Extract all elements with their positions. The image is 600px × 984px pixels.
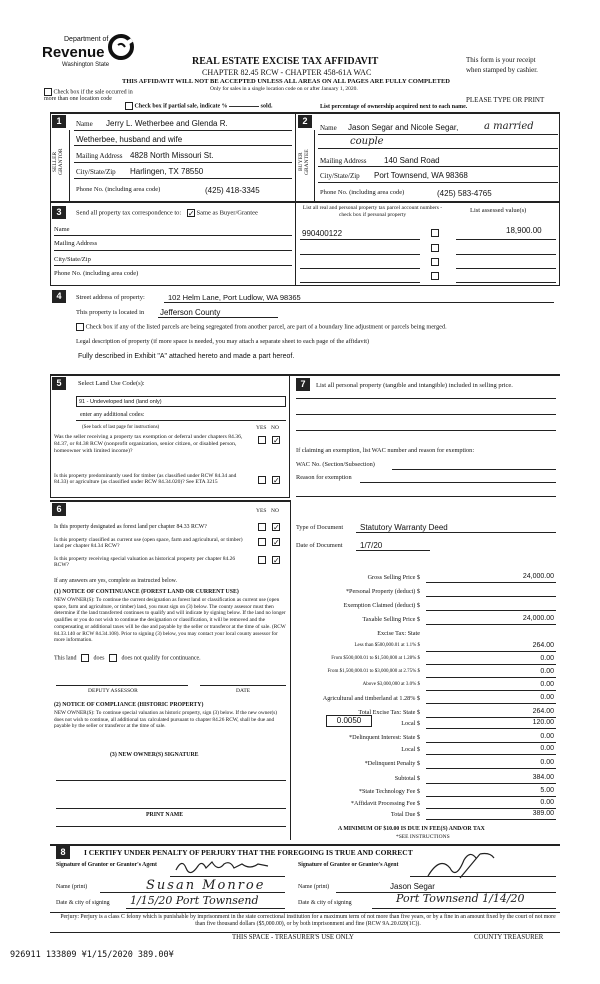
grantee-date-city[interactable]: Port Townsend 1/14/20 <box>396 892 525 905</box>
tax-row-value[interactable]: 0.00 <box>540 694 554 701</box>
local-rate-field[interactable] <box>326 715 372 727</box>
section1-number: 1 <box>52 115 66 128</box>
revenue-swirl-icon <box>108 34 134 60</box>
tax-row-label: Local $ <box>401 720 420 727</box>
tax-row-label: Less than $500,000.01 at 1.1% $ <box>354 643 420 648</box>
additional-codes-label: enter any additional codes: <box>80 412 145 418</box>
grantee-name-label: Name (print) <box>298 884 330 890</box>
partial-sale-label: Check box if partial sale, indicate % <box>134 103 228 110</box>
tax-row-value[interactable]: 0.00 <box>540 681 554 688</box>
this-land-label: This land <box>54 655 77 662</box>
tax-row-value[interactable]: 24,000.00 <box>522 573 554 580</box>
tax-row-value[interactable]: 24,000.00 <box>522 615 554 622</box>
parcel-header: List all real and personal property tax parcel account numbers - check box if personal property <box>302 205 443 218</box>
tax-row-label: *Personal Property (deduct) $ <box>345 588 420 595</box>
seller-mailing-label: Mailing Address <box>76 152 123 160</box>
sec6-q1-yes-checkbox[interactable] <box>258 523 266 531</box>
legal-label: Legal description of property (if more space is needed, you may attach a separate sheet to each page of the affidavit) <box>76 338 370 345</box>
seller-city-label: City/State/Zip <box>76 168 116 176</box>
perjury-statement: Perjury: Perjury is a class C felony which is punishable by imprisonment in the state correctional institution for a maximum term of not more than five years, or by a fine in an amount fixed by the court of not more than five thousand dollars ($5,000.00), or by both imprisonment and fine (RCW 9A.20.020(1C)). <box>60 914 556 927</box>
not-qualify-label: does not qualify for continuance. <box>121 655 201 662</box>
tax-row-value[interactable]: 0.00 <box>540 655 554 662</box>
sold-label: sold. <box>260 103 273 110</box>
segregated-checkbox[interactable] <box>76 323 84 331</box>
form-warning: THIS AFFIDAVIT WILL NOT BE ACCEPTED UNLESS ALL AREAS ON ALL PAGES ARE FULLY COMPLETED <box>122 78 450 85</box>
tax-row-value[interactable]: 0.00 <box>540 745 554 752</box>
tax-row-value[interactable]: 0.00 <box>540 799 554 806</box>
deputy-assessor-label: DEPUTY ASSESSOR <box>88 688 138 694</box>
same-as-buyer-label: Same as Buyer/Grantee <box>196 209 258 217</box>
sec6-q2: Is this property classified as current use (open space, farm and agricultural, or timber) land per chapter 84.34 RCW? <box>54 537 243 549</box>
tax-row-value[interactable]: 264.00 <box>532 708 554 715</box>
same-as-buyer-checkbox[interactable] <box>187 209 195 217</box>
grantee-name[interactable]: Jason Segar <box>390 882 435 891</box>
multi-location-checkbox[interactable] <box>44 88 52 96</box>
grantor-date-label: Date & city of signing <box>56 900 110 906</box>
tax-row-value[interactable]: 5.00 <box>540 787 554 794</box>
segregated-check[interactable] <box>76 323 447 331</box>
correspondence-label <box>76 209 258 217</box>
sec5-q2: Is this property predominantly used for timber (as classified under RCW 84.34 and 84.33) or agriculture (as classified under RCW 84.34.020)? See ETA 3215 <box>54 473 237 485</box>
multi-location-check[interactable] <box>44 88 144 102</box>
land-use-label: Select Land Use Code(s): <box>78 380 145 387</box>
seller-phone-label: Phone No. (including area code) <box>76 186 161 193</box>
sec6-no-label: NO <box>271 508 279 514</box>
sec6-q3-no-checkbox[interactable] <box>272 556 280 564</box>
land-use-code-field[interactable] <box>76 396 286 407</box>
buyer-phone[interactable]: (425) 583-4765 <box>437 189 492 198</box>
form-chapter: CHAPTER 82.45 RCW - CHAPTER 458-61A WAC <box>202 68 372 77</box>
sec6-yes-label: YES <box>256 508 267 514</box>
buyer-name[interactable]: Jason Segar and Nicole Segar, <box>348 123 459 132</box>
section8-number: 8 <box>56 846 70 859</box>
assessed-header: List assessed value(s) <box>470 207 527 214</box>
tax-row-value[interactable]: 384.00 <box>532 774 554 781</box>
section2-number: 2 <box>298 115 312 128</box>
tax-row-label: *State Technology Fee $ <box>358 788 420 795</box>
tax-row-label: Above $3,000,000 at 3.0% $ <box>362 682 420 687</box>
this-land-row <box>54 654 201 662</box>
section7-number: 7 <box>296 378 310 391</box>
certify-statement: I CERTIFY UNDER PENALTY OF PERJURY THAT THE FOREGOING IS TRUE AND CORRECT <box>84 848 413 857</box>
grantor-sig-label: Signature of Grantor or Grantor's Agent <box>56 862 157 868</box>
buyer-mailing-label: Mailing Address <box>320 157 367 165</box>
if-yes-note: If any answers are yes, complete as instructed below. <box>54 578 177 584</box>
local-rate: 0.0050 <box>336 716 362 725</box>
deputy-date-label: DATE <box>236 688 251 694</box>
grantee-signature <box>420 850 500 882</box>
sec6-q1-no-checkbox[interactable] <box>272 523 280 531</box>
tax-row-value[interactable]: 120.00 <box>532 719 554 726</box>
tax-row-value[interactable]: 389.00 <box>532 810 554 817</box>
doc-type-label: Type of Document <box>296 524 344 531</box>
parcel1-personal-checkbox[interactable] <box>431 229 439 237</box>
seller-city[interactable]: Harlingen, TX 78550 <box>130 167 204 176</box>
sec6-q3: Is this property receiving special valuation as historical property per chapter 84.26 RCW? <box>54 556 236 568</box>
sec5-q1-yes-checkbox[interactable] <box>258 436 266 444</box>
print-name-label: PRINT NAME <box>146 812 184 818</box>
new-owner-sig-label: (3) NEW OWNER(S) SIGNATURE <box>110 752 199 758</box>
tax-row-value[interactable]: 0.00 <box>540 759 554 766</box>
parcel4-personal-checkbox[interactable] <box>431 272 439 280</box>
receipt-line2: when stamped by cashier. <box>466 66 538 74</box>
cashier-stamp: 926911 133809 ¥1/15/2020 389.00¥ <box>10 950 174 960</box>
wac-label: WAC No. (Section/Subsection) <box>296 461 375 468</box>
does-label: does <box>93 655 105 662</box>
correspondence-text: Send all property tax correspondence to: <box>76 209 182 217</box>
dept-line3: Washington State <box>62 62 110 68</box>
buyer-city[interactable]: Port Townsend, WA 98368 <box>374 171 468 180</box>
tax-row-label: Total Excise Tax: State $ <box>358 709 420 716</box>
reason-label: Reason for exemption <box>296 474 352 481</box>
seller-mailing[interactable]: 4828 North Missouri St. <box>130 151 214 160</box>
sec3-mailing-label: Mailing Address <box>54 240 98 247</box>
notice1-title: (1) NOTICE OF CONTINUANCE (FOREST LAND OR CURRENT USE) <box>54 589 239 595</box>
located-value[interactable]: Jefferson County <box>160 308 221 317</box>
sec3-phone-label: Phone No. (including area code) <box>54 270 139 277</box>
grantor-signature-scribble <box>172 856 272 876</box>
tax-row-label: From $500,000.01 to $1,500,000 at 1.28% $ <box>331 656 420 661</box>
treasurer-space-label: THIS SPACE - TREASURER'S USE ONLY <box>232 934 354 941</box>
located-label: This property is located in <box>76 309 145 316</box>
dept-line1: Department of <box>64 36 109 43</box>
sec6-q2-yes-checkbox[interactable] <box>258 538 266 546</box>
section4-number: 4 <box>52 290 66 303</box>
sec6-q2-no-checkbox[interactable] <box>272 538 280 546</box>
department-logo <box>40 34 140 72</box>
form-title: REAL ESTATE EXCISE TAX AFFIDAVIT <box>192 56 379 67</box>
buyer-city-label: City/State/Zip <box>320 172 360 180</box>
tax-row-value[interactable]: 0.00 <box>540 668 554 675</box>
street-label: Street address of property: <box>76 294 145 301</box>
buyer-name-handwritten: a married <box>484 121 534 132</box>
multi-location-label: Check box if the sale occurred in more than one location code <box>44 89 133 102</box>
tax-row-label: From $1,500,000.01 to $3,000,000 at 2.75% $ <box>327 669 420 674</box>
seller-phone[interactable]: (425) 418-3345 <box>205 186 260 195</box>
sec5-q2-yes-checkbox[interactable] <box>258 476 266 484</box>
seller-name-label: Name <box>76 120 93 128</box>
notice2-body: NEW OWNER(S): To continue special valuation as historic property, sign (3) below. If the new owner(s) does not wish to continue, all additional tax calculated pursuant to chapter 84.26 RCW, shall be due and payable by the seller or transferor at the time of sale. <box>54 710 278 730</box>
see-back-note: (See back of last page for instructions) <box>82 425 160 430</box>
section6-number: 6 <box>52 503 66 516</box>
buyer-name2-handwritten: couple <box>350 136 384 147</box>
sec5-no-label: NO <box>271 425 279 431</box>
street-value[interactable]: 102 Helm Lane, Port Ludlow, WA 98365 <box>168 293 301 302</box>
notice1-body: NEW OWNER(S): To continue the current designation as forest land or classification as current use (open space, farm and agriculture, or timber) land, you must sign on (3) below. The county assessor must then determine if the land transferred continues to qualify and will indicate by signing below. If the land no longer qualifies or you do not wish to continue the designation or classification, it will be removed and the compensating or additional taxes will be due and payable by the seller or transferor at the time of sale. (RCW 84.33.140 or RCW 84.34.108). Prior to signing (3) below, you may contact your local county assessor for more information. <box>54 597 286 644</box>
land-use-code: 91 - Undeveloped land (land only) <box>79 399 162 405</box>
notice2-title: (2) NOTICE OF COMPLIANCE (HISTORIC PROPERTY) <box>54 702 204 708</box>
buyer-phone-label: Phone No. (including area code) <box>320 189 405 196</box>
tax-row-label: Local $ <box>401 746 420 753</box>
parcel-number[interactable]: 990400122 <box>302 229 343 238</box>
buyer-side-label: BUYER GRANTEE <box>298 149 310 175</box>
grantee-date-label: Date & city of signing <box>298 900 352 906</box>
sec6-q3-yes-checkbox[interactable] <box>258 556 266 564</box>
partial-sale-check[interactable] <box>125 102 273 110</box>
tax-row-label: *Delinquent Interest: State $ <box>349 734 420 741</box>
grantor-name-label: Name (print) <box>56 884 88 890</box>
tax-row-label: Subtotal $ <box>394 775 420 782</box>
sales-note: Only for sales in a single location code on or after January 1, 2020. <box>210 86 358 92</box>
sec6-q1: Is this property designated as forest land per chapter 84.33 RCW? <box>54 524 207 530</box>
sec5-q2-no-checkbox[interactable] <box>272 476 280 484</box>
buyer-name-label: Name <box>320 124 337 132</box>
buyer-mailing[interactable]: 140 Sand Road <box>384 156 440 165</box>
tax-row-label: Excise Tax: State <box>377 630 420 637</box>
land-does-checkbox[interactable] <box>81 654 89 662</box>
tax-row-label: Exemption Claimed (deduct) $ <box>343 602 420 609</box>
segregated-label: Check box if any of the listed parcels are being segregated from another parcel, are part of a boundary line adjustment or parcels being merged. <box>85 323 447 331</box>
partial-sale-checkbox[interactable] <box>125 102 133 110</box>
grantor-name[interactable]: Susan Monroe <box>146 878 266 893</box>
receipt-line1: This form is your receipt <box>466 56 536 64</box>
tax-row-label: Total Due $ <box>390 811 420 818</box>
doc-type-value[interactable]: Statutory Warranty Deed <box>360 523 448 532</box>
sec3-city-label: City/State/Zip <box>54 256 91 263</box>
parcel2-personal-checkbox[interactable] <box>431 244 439 252</box>
seller-name2[interactable]: Wetherbee, husband and wife <box>76 135 183 144</box>
sec5-q1-no-checkbox[interactable] <box>272 436 280 444</box>
tax-row-label: *Delinquent Penalty $ <box>364 760 420 767</box>
minimum-note: A MINIMUM OF $10.00 IS DUE IN FEE(S) AND/OR TAX <box>338 826 485 832</box>
print-note: PLEASE TYPE OR PRINT <box>466 96 545 104</box>
grantee-sig-label: Signature of Grantee or Grantee's Agent <box>298 862 399 868</box>
legal-value[interactable]: Fully described in Exhibit "A" attached hereto and made a part hereof. <box>78 353 295 360</box>
county-treasurer-label: COUNTY TREASURER <box>474 934 544 941</box>
tax-row-value[interactable]: 264.00 <box>532 642 554 649</box>
tax-row-label: Taxable Selling Price $ <box>362 616 420 623</box>
tax-row-label: *Affidavit Processing Fee $ <box>350 800 420 807</box>
grantor-date-city[interactable]: 1/15/20 Port Townsend <box>130 894 259 907</box>
seller-side-label: SELLER GRANTOR <box>52 148 64 176</box>
dept-line2: Revenue <box>42 44 105 61</box>
sec5-yes-label: YES <box>256 425 267 431</box>
doc-date-value[interactable]: 1/7/20 <box>360 541 383 550</box>
tax-row-label: Gross Selling Price $ <box>367 574 420 581</box>
assessed-value[interactable]: 18,900.00 <box>506 226 542 235</box>
land-does-not-checkbox[interactable] <box>109 654 117 662</box>
personal-property-label: List all personal property (tangible and intangible) included in selling price. <box>316 382 513 389</box>
tax-row-value[interactable]: 0.00 <box>540 733 554 740</box>
doc-date-label: Date of Document <box>296 542 343 549</box>
exemption-label: If claiming an exemption, list WAC number and reason for exemption: <box>296 447 475 454</box>
section3-number: 3 <box>52 206 66 219</box>
tax-row-label: Agricultural and timberland at 1.28% $ <box>322 695 420 702</box>
parcel3-personal-checkbox[interactable] <box>431 258 439 266</box>
sec3-name-label: Name <box>54 226 70 233</box>
seller-name[interactable]: Jerry L. Wetherbee and Glenda R. <box>106 119 228 128</box>
see-instructions-note: *SEE INSTRUCTIONS <box>396 834 450 840</box>
sec5-q1: Was the seller receiving a property tax exemption or deferral under chapters 84.36, 84.37, or 84.38 RCW (nonprofit organization, senior citizen, or disabled person, homeowner with limited income)? <box>54 434 243 454</box>
ownership-note: List percentage of ownership acquired next to each name. <box>320 104 468 110</box>
section5-number: 5 <box>52 377 66 390</box>
